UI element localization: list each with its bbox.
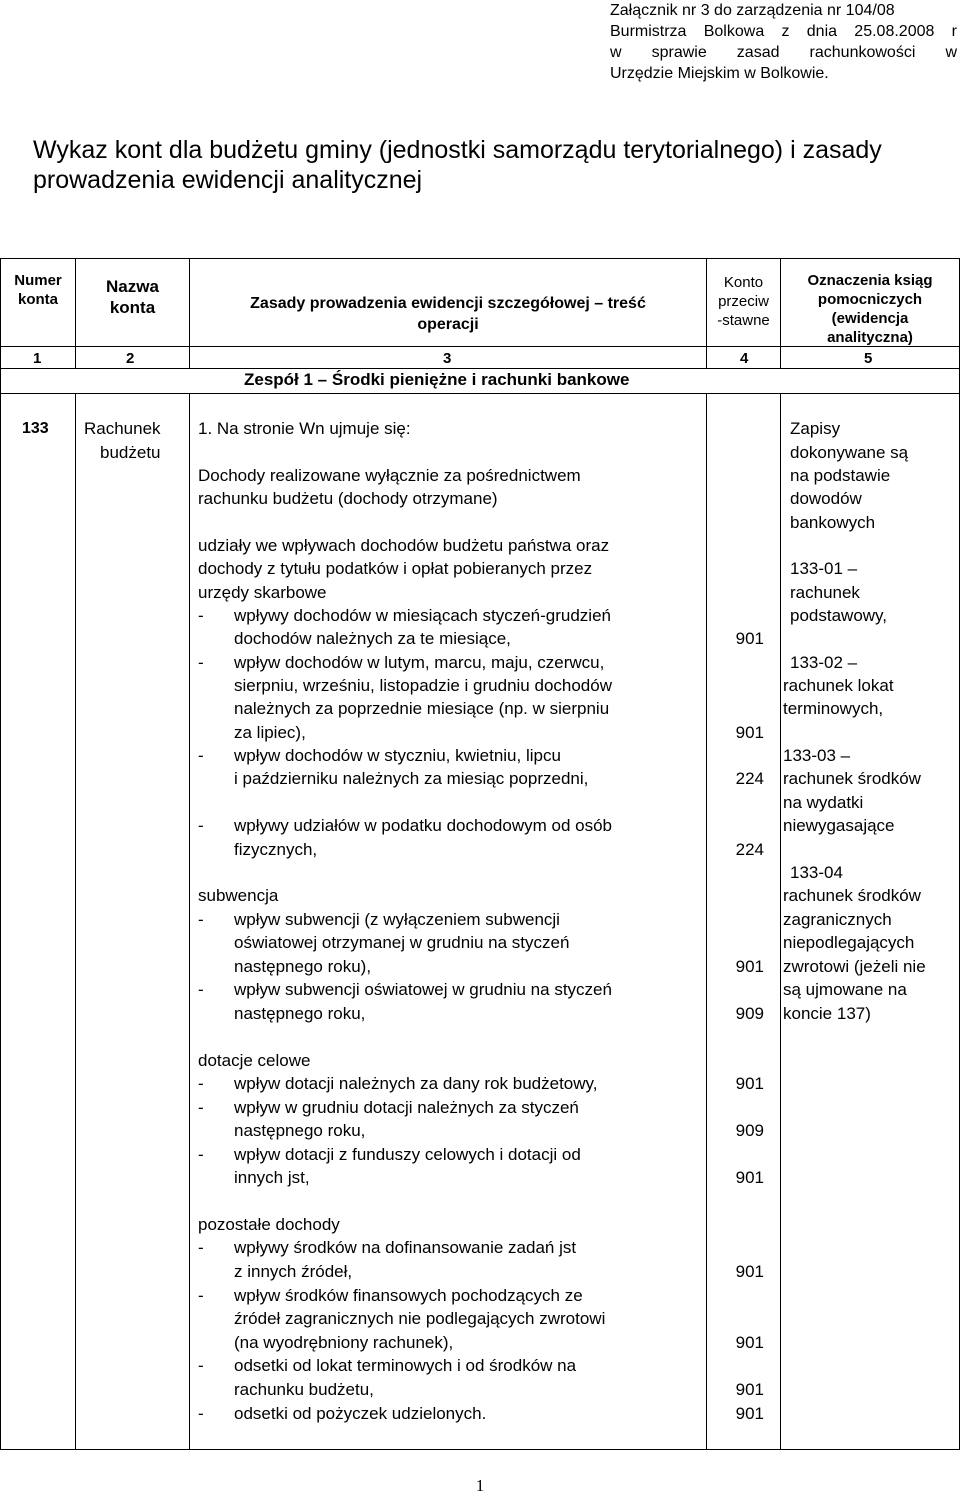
header-text: konta [109,298,156,317]
content-line: oświatowej otrzymanej w grudniu na styczeń [234,933,570,952]
content-line: następnego roku, [234,1121,366,1140]
list-dash: - [198,1286,204,1305]
col-divider [706,393,707,1450]
list-dash: - [198,1145,204,1164]
content-line: odsetki od pożyczek udzielonych. [234,1404,487,1423]
counter-account: 909 [735,1004,764,1023]
list-dash: - [198,606,204,625]
list-dash: - [198,1238,204,1257]
counter-account: 901 [735,629,764,648]
content-line: rachunku budżetu, [234,1380,374,1399]
analytics-line: dowodów [790,489,862,508]
content-line: wpływ dochodów w lutym, marcu, maju, czerwcu, [234,653,605,672]
counter-account: 909 [735,1121,764,1140]
counter-account: 901 [735,1404,764,1423]
content-line: urzędy skarbowe [198,583,327,602]
column-number: 3 [443,350,452,367]
content-line: wpływ subwencji (z wyłączeniem subwencji [234,910,560,929]
content-line: wpływy środków na dofinansowanie zadań jst [234,1238,577,1257]
content-line: następnego roku), [234,957,372,976]
header-text: pomocniczych [817,291,923,308]
content-line: dochodów należnych za te miesiące, [234,629,511,648]
list-dash: - [198,1098,204,1117]
list-dash: - [198,980,204,999]
analytics-line: niepodlegających [783,933,915,952]
header-account-name [76,276,189,318]
content-line: dotacje celowe [198,1051,311,1070]
attachment-line: w sprawie zasad rachunkowości w [610,44,957,61]
col-divider [780,393,781,1450]
content-line: sierpniu, wrześniu, listopadzie i grudniu dochodów [234,676,612,695]
analytics-line: rachunek lokat [783,676,894,695]
content-line: należnych za poprzednie miesiące (np. w sierpniu [234,699,610,718]
table-border-top [0,258,960,259]
analytics-line: 133-03 – [783,746,851,765]
analytics-line: są ujmowane na [783,980,907,999]
content-line: wpływy dochodów w miesiącach styczeń-grudzień [234,606,611,625]
list-dash: - [198,653,204,672]
content-line: 1. Na stronie Wn ujmuje się: [198,419,411,438]
list-dash: - [198,1356,204,1375]
header-text: konta [17,291,58,308]
list-dash: - [198,1404,204,1423]
column-number: 2 [126,350,135,367]
analytics-line: terminowych, [783,699,884,718]
header-text: Konto [723,274,764,291]
list-dash: - [198,746,204,765]
attachment-line: Burmistrza Bolkowa z dnia 25.08.2008 r [610,23,957,40]
analytics-line: dokonywane są [790,443,909,462]
table-border-bottom [0,1449,960,1450]
header-text: Zasady prowadzenia ewidencji szczegółowej – treść [250,295,646,312]
content-line: fizycznych, [234,840,318,859]
document-title [33,135,933,195]
header-analytics [781,271,959,347]
content-line: wpływ w grudniu dotacji należnych za styczeń [234,1098,579,1117]
analytics-line: rachunek środków [783,886,921,905]
analytics-line: na wydatki [783,793,864,812]
content-line: innych jst, [234,1168,310,1187]
content-line: następnego roku, [234,1004,366,1023]
header-text: analityczna) [827,329,913,346]
content-line: subwencja [198,886,279,905]
content-line: z innych źródeł, [234,1262,353,1281]
counter-account: 901 [735,957,764,976]
title-line: prowadzenia ewidencji analitycznej [33,166,423,194]
header-text: przeciw [718,293,769,310]
counter-account: 901 [735,723,764,742]
attachment-note [610,0,957,84]
header-text: Numer [14,272,62,289]
analytics-line: podstawowy, [790,606,888,625]
header-principles [190,293,706,335]
column-number: 1 [33,350,42,367]
analytics-line: rachunek [790,583,860,602]
column-number: 5 [864,350,873,367]
content-line: źródeł zagranicznych nie podlegających zwrotowi [234,1309,606,1328]
counter-account: 224 [735,769,764,788]
account-name-line: Rachunek [84,419,161,438]
content-line: Dochody realizowane wyłącznie za pośrednictwem [198,466,581,485]
header-text: operacji [417,316,479,333]
title-line: Wykaz kont dla budżetu gminy (jednostki samorządu terytorialnego) i zasady [33,136,882,164]
analytics-line: rachunek środków [783,769,921,788]
counter-account: 224 [735,840,764,859]
group-title: Zespół 1 – Środki pieniężne i rachunki bankowe [244,370,630,389]
analytics-line: 133-04 [790,863,843,882]
analytics-line: zagranicznych [783,910,892,929]
content-line: wpływ dotacji z funduszy celowych i dotacji od [234,1145,581,1164]
table-border-left [0,258,1,1450]
content-line: udziały we wpływach dochodów budżetu państwa oraz [198,536,610,555]
column-number: 4 [740,350,749,367]
counter-account: 901 [735,1262,764,1281]
number-row-divider [0,368,960,369]
counter-account: 901 [735,1074,764,1093]
content-line: wpływ dotacji należnych za dany rok budżetowy, [234,1074,598,1093]
header-counter-account [707,273,780,330]
counter-account: 901 [735,1333,764,1352]
group-row-divider [0,393,960,394]
content-line: i październiku należnych za miesiąc poprzedni, [234,769,589,788]
attachment-line: Załącznik nr 3 do zarządzenia nr 104/08 [610,2,895,19]
content-line: rachunku budżetu (dochody otrzymane) [198,489,498,508]
counter-account: 901 [735,1168,764,1187]
content-line: wpływ dochodów w styczniu, kwietniu, lipcu [234,746,561,765]
content-line: wpływy udziałów w podatku dochodowym od osób [234,816,612,835]
col-divider [75,393,76,1450]
header-text: (ewidencja [831,310,909,327]
account-number: 133 [22,420,49,437]
analytics-line: na podstawie [790,466,891,485]
list-dash: - [198,910,204,929]
header-text: Nazwa [106,277,159,296]
analytics-line: niewygasające [783,816,895,835]
list-dash: - [198,1074,204,1093]
counter-account: 901 [735,1380,764,1399]
content-line: odsetki od lokat terminowych i od środków na [234,1356,577,1375]
header-account-number [0,271,76,309]
page-number: 1 [475,1476,485,1495]
attachment-line: Urzędzie Miejskim w Bolkowie. [610,65,829,82]
analytics-line: 133-02 – [790,653,858,672]
header-text: -stawne [717,312,770,329]
analytics-line: zwrotowi (jeżeli nie [783,957,926,976]
content-line: wpływ subwencji oświatowej w grudniu na styczeń [234,980,612,999]
content-line: wpływ środków finansowych pochodzących ze [234,1286,583,1305]
analytics-line: koncie 137) [783,1004,871,1023]
col-divider [189,393,190,1450]
content-line: (na wyodrębniony rachunek), [234,1333,454,1352]
analytics-line: 133-01 – [790,559,858,578]
analytics-line: bankowych [790,513,876,532]
analytics-line: Zapisy [790,419,841,438]
content-line: dochody z tytułu podatków i opłat pobieranych przez [198,559,593,578]
content-line: za lipiec), [234,723,306,742]
content-line: pozostałe dochody [198,1215,340,1234]
account-name-line: budżetu [100,443,161,462]
header-text: Oznaczenia ksiąg [807,272,933,289]
list-dash: - [198,816,204,835]
